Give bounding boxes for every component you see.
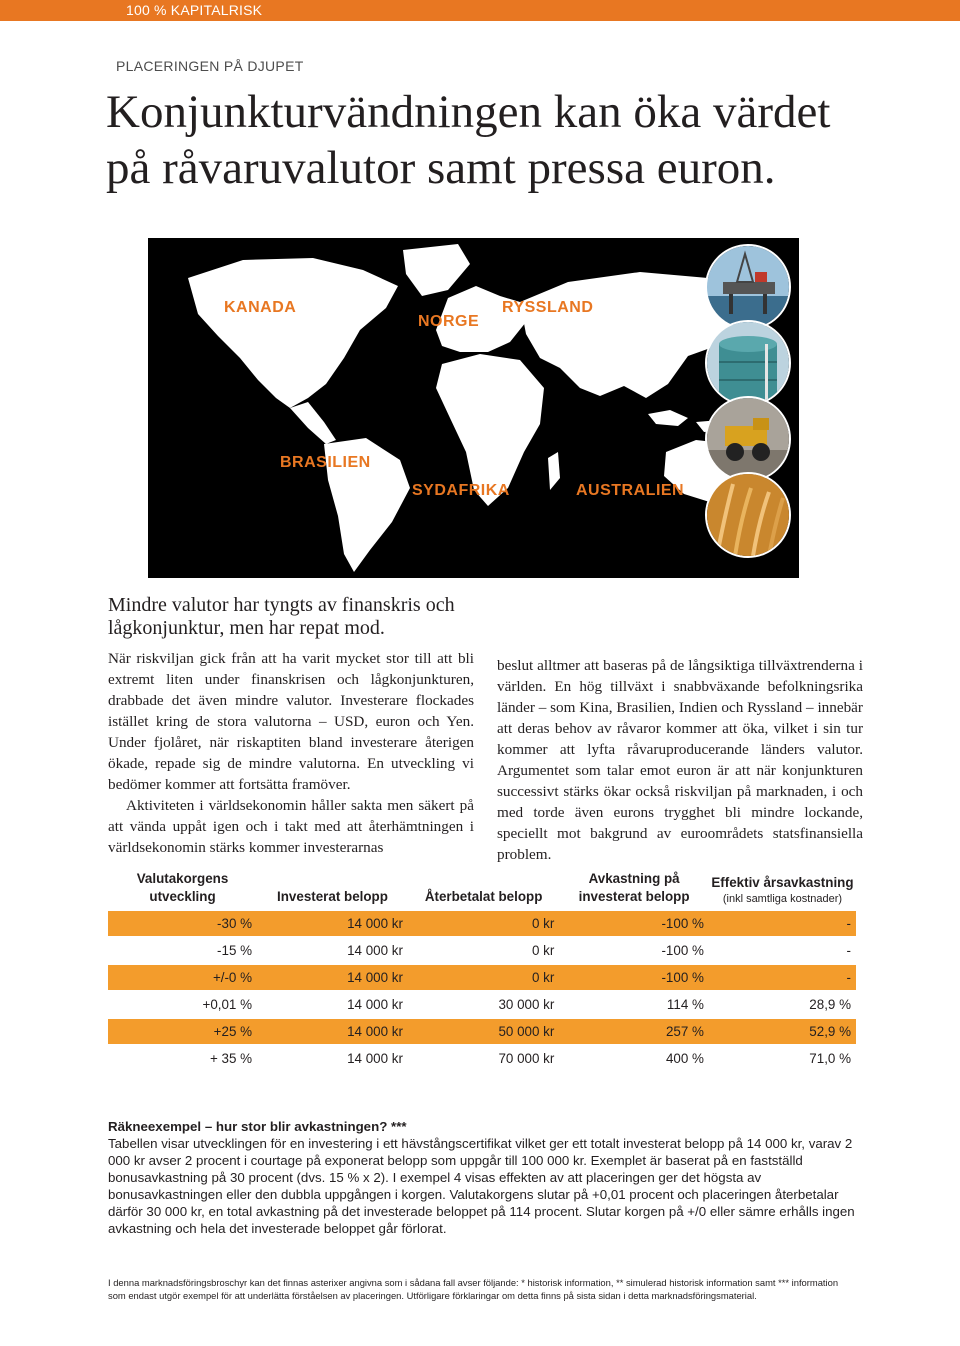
table-cell-repaid-amount: 0 kr — [408, 911, 559, 937]
column-header-annual-return: Effektiv årsavkastning (inkl samtliga kostnader) — [709, 870, 856, 911]
legal-footnote: I denna marknadsföringsbroschyr kan det finnas asterixer angivna som i sådana fall avser följande: * historisk information, ** simulerad historisk information samt *** information som endast utgör exempel för att underlätta förståelsen av placeringen. Utförligare förklaringar om detta finns på sista sidan i detta marknadsföringsmaterial. — [108, 1277, 839, 1301]
oil-platform-photo — [705, 244, 791, 330]
table-header-row — [108, 870, 856, 911]
body-column-left — [108, 648, 474, 858]
column-header-return: Avkastning på investerat belopp — [578, 871, 690, 904]
mining-truck-photo — [705, 396, 791, 482]
table-cell-basket-development: +25 % — [108, 1018, 257, 1045]
column-header-note: (inkl samtliga kostnader) — [722, 893, 843, 905]
table-cell-annual-return: 71,0 % — [709, 1045, 856, 1071]
country-label-russia: RYSSLAND — [502, 299, 594, 316]
table-row — [108, 991, 856, 1018]
table-cell-invested-amount: 14 000 kr — [257, 964, 408, 991]
column-header-repaid-amount: Återbetalat belopp — [424, 889, 543, 904]
calculation-example — [108, 1118, 870, 1237]
table-cell-basket-development: +/-0 % — [108, 964, 257, 991]
table-cell-invested-amount: 14 000 kr — [257, 911, 408, 937]
wheat-icon — [707, 474, 789, 556]
section-tag-bar — [0, 0, 960, 21]
table-cell-return: 400 % — [559, 1045, 709, 1071]
country-label-canada: KANADA — [224, 299, 297, 316]
table-cell-repaid-amount: 50 000 kr — [408, 1018, 559, 1045]
table-cell-basket-development: -30 % — [108, 911, 257, 937]
column-header-invested-amount: Investerat belopp — [277, 889, 388, 904]
article-kicker: PLACERINGEN PÅ DJUPET — [116, 58, 304, 74]
storage-tank-photo — [705, 320, 791, 406]
table-cell-annual-return: 52,9 % — [709, 1018, 856, 1045]
table-cell-return: 257 % — [559, 1018, 709, 1045]
table-cell-annual-return: - — [709, 964, 856, 991]
table-row — [108, 1045, 856, 1071]
table-cell-invested-amount: 14 000 kr — [257, 1018, 408, 1045]
table-cell-invested-amount: 14 000 kr — [257, 991, 408, 1018]
country-label-norway: NORGE — [418, 313, 480, 330]
table-row — [108, 1018, 856, 1045]
table-row — [108, 911, 856, 937]
example-text: Tabellen visar utvecklingen för en investering i ett hävstångscertifikat vilket ger ett totalt investerat belopp på 14 000 kr, varav 2 000 kr avser 2 procent i courtage på exponerat belopp som uppgår till 100 000 kr. Exemplet är baserat på en fastställd bonusavkastning på 30 procent (dvs. 15 % x 2). I exempel 4 visas effekten av att placeringen ger det högsta av bonusavkastningen eller den dubbla uppgången i korgen. Valutakorgens slutar på +0,01 procent och placeringen återbetalar därför 30 000 kr, en total avkastning på det investerade beloppet på 114 procent. Slutar korgen på +/0 eller sämre erhålls ingen avkastning och hela det investerade beloppet går förlorat. — [108, 1136, 855, 1236]
table-cell-annual-return: - — [709, 911, 856, 937]
table-body — [108, 911, 856, 1071]
section-tag: 100 % KAPITALRISK — [126, 2, 263, 18]
example-title: Räkneexempel – hur stor blir avkastningen? *** — [108, 1119, 407, 1134]
table-cell-return: 114 % — [559, 991, 709, 1018]
table-cell-return: -100 % — [559, 911, 709, 937]
country-label-australia: AUSTRALIEN — [576, 482, 685, 499]
country-label-brazil: BRASILIEN — [280, 454, 371, 471]
world-map-figure — [148, 238, 799, 578]
table-cell-basket-development: + 35 % — [108, 1045, 257, 1071]
table-cell-repaid-amount: 30 000 kr — [408, 991, 559, 1018]
table-row — [108, 964, 856, 991]
table-cell-repaid-amount: 0 kr — [408, 964, 559, 991]
body-column-right — [497, 655, 863, 865]
table-cell-invested-amount: 14 000 kr — [257, 937, 408, 964]
body-paragraph: beslut alltmer att baseras på de långsiktiga tillväxtrenderna i världen. En hög tillväxt i snabbväxande befolkningsrika länder – som Kina, Brasilien, Indien och Ryssland – innebär att deras behov av råvaror kommer att öka, vilket i sin tur kommer att lyfta råvaruproducerande länders valutor. Argumentet som talar emot euron är att när konjunkturen successivt stärks ökar också riskviljan på marknaden, i och med torde även eurons trygghet bli mindre lockande, speciellt mot bakgrund av euroområdets statsfinansiella problem. — [497, 657, 863, 863]
table-cell-basket-development: -15 % — [108, 937, 257, 964]
column-header-basket-development: Valutakorgens utveckling — [136, 871, 229, 904]
table-cell-repaid-amount: 0 kr — [408, 937, 559, 964]
wheat-field-photo — [705, 472, 791, 558]
world-map — [148, 238, 799, 578]
table-row — [108, 937, 856, 964]
section-subheading: Mindre valutor har tyngts av finanskris och lågkonjunktur, men har repat mod. — [108, 594, 455, 639]
country-label-south-africa: SYDAFRIKA — [412, 482, 510, 499]
table-cell-return: -100 % — [559, 964, 709, 991]
returns-table — [108, 870, 856, 1071]
table-cell-repaid-amount: 70 000 kr — [408, 1045, 559, 1071]
table-cell-annual-return: 28,9 % — [709, 991, 856, 1018]
table-cell-basket-development: +0,01 % — [108, 991, 257, 1018]
mining-truck-icon — [707, 398, 789, 480]
table-cell-invested-amount: 14 000 kr — [257, 1045, 408, 1071]
table-cell-annual-return: - — [709, 937, 856, 964]
storage-tank-icon — [707, 322, 789, 404]
table-cell-return: -100 % — [559, 937, 709, 964]
oil-platform-icon — [707, 246, 789, 328]
body-paragraph: När riskviljan gick från att ha varit mycket stor till att bli extremt liten under finanskrisen och lågkonjunkturen, drabbade det även mindre valutor. Investerare flockades istället kring de stora valutorna – USD, euron och Yen. Under fjolåret, när riskaptiten bland investerare återigen ökade, repade sig de mindre valutorna. En utveckling vi bedömer kommer att fortsätta framöver. — [108, 650, 474, 793]
article-headline: Konjunkturvändningen kan öka värdet på råvaruvalutor samt pressa euron. — [106, 86, 831, 194]
body-paragraph: Aktiviteten i världsekonomin håller sakta men säkert på att vända uppåt igen och i takt med att återhämtningen i världsekonomin stärks kommer investerarnas — [108, 797, 474, 856]
